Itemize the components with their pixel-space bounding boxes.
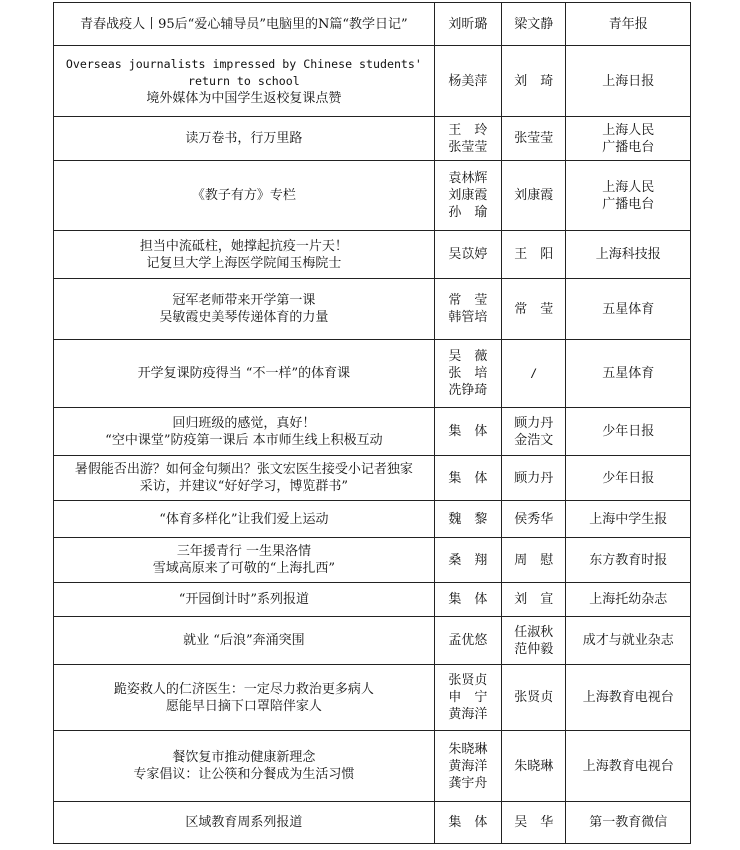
author-line: 吴苡婷 — [448, 247, 488, 262]
editor-line: 朱晓琳 — [514, 758, 554, 774]
editor-cell — [502, 456, 566, 501]
awards-table — [53, 2, 691, 844]
editor-line: 刘 宣 — [514, 592, 554, 607]
author-line: 韩管培 — [448, 310, 488, 325]
title-cell — [54, 583, 435, 617]
title-line: Overseas journalists impressed by Chinese students' — [65, 56, 422, 71]
publisher-cell — [566, 161, 691, 231]
author-line: 王 玲 — [448, 122, 488, 138]
title-cell — [54, 340, 435, 408]
table-body — [54, 3, 691, 844]
author-line: 张贤贞 — [448, 673, 488, 688]
editor-cell — [502, 340, 566, 408]
author-cell — [434, 501, 501, 538]
title-line: 愿能早日摘下口罩陪伴家人 — [165, 698, 322, 714]
publisher-line: 第一教育微信 — [589, 815, 668, 830]
title-cell — [54, 802, 435, 844]
editor-line: 顾力丹 — [514, 470, 554, 486]
author-line: 集 体 — [448, 592, 488, 607]
publisher-cell — [566, 46, 691, 117]
publisher-cell — [566, 3, 691, 46]
author-cell — [434, 665, 501, 731]
author-line: 龚宇舟 — [448, 775, 488, 791]
title-cell — [54, 161, 435, 231]
publisher-cell — [566, 456, 691, 501]
author-cell — [434, 3, 501, 46]
publisher-cell — [566, 117, 691, 161]
editor-cell — [502, 802, 566, 844]
author-cell — [434, 117, 501, 161]
author-cell — [434, 731, 501, 802]
publisher-line: 东方教育时报 — [589, 552, 668, 568]
author-line: 冼铮琦 — [448, 383, 488, 398]
author-line: 孟优悠 — [448, 633, 488, 648]
author-cell — [434, 279, 501, 340]
editor-line: 王 阳 — [514, 247, 554, 262]
table-row — [54, 161, 691, 231]
author-cell — [434, 340, 501, 408]
publisher-cell — [566, 665, 691, 731]
editor-cell — [502, 46, 566, 117]
title-line: “开园倒计时”系列报道 — [178, 592, 310, 607]
editor-cell — [502, 231, 566, 279]
title-line: 担当中流砥柱，她撑起抗疫一片天！ — [139, 238, 348, 254]
title-line: 读万卷书，行万里路 — [185, 131, 303, 146]
table-row — [54, 3, 691, 46]
editor-line: 刘康霞 — [514, 188, 554, 203]
title-line: “体育多样化”让我们爱上运动 — [159, 511, 329, 527]
editor-cell — [502, 665, 566, 731]
title-cell — [54, 231, 435, 279]
table-row — [54, 456, 691, 501]
title-line: 青春战疫人丨95后“爱心辅导员”电脑里的N篇“教学日记” — [80, 16, 408, 32]
editor-cell — [502, 538, 566, 583]
publisher-line: 上海教育电视台 — [582, 758, 674, 774]
title-line: 区域教育周系列报道 — [185, 815, 303, 830]
author-line: 吴 薇 — [448, 349, 488, 364]
editor-line: 金浩文 — [514, 432, 554, 448]
author-line: 常 莹 — [448, 293, 488, 308]
title-line: 餐饮复市推动健康新理念 — [172, 750, 316, 765]
table-row — [54, 117, 691, 161]
editor-line: 吴 华 — [514, 815, 554, 830]
author-line: 黄海洋 — [448, 707, 488, 722]
title-cell — [54, 117, 435, 161]
title-cell — [54, 665, 435, 731]
table-row — [54, 617, 691, 665]
publisher-line: 少年日报 — [602, 424, 655, 439]
publisher-cell — [566, 583, 691, 617]
publisher-line: 青年报 — [608, 16, 648, 32]
author-line: 黄海洋 — [448, 758, 488, 774]
author-cell — [434, 583, 501, 617]
editor-line: 常 莹 — [514, 301, 554, 317]
title-line: “空中课堂”防疫第一课后 本市师生线上积极互动 — [105, 432, 383, 448]
table-row — [54, 231, 691, 279]
editor-cell — [502, 161, 566, 231]
title-line: 吴敏霞史美琴传递体育的力量 — [159, 310, 329, 325]
publisher-line: 上海中学生报 — [589, 511, 668, 527]
editor-cell — [502, 583, 566, 617]
publisher-cell — [566, 279, 691, 340]
title-line: return to school — [188, 73, 300, 88]
title-line: 《教子有方》专栏 — [191, 188, 296, 203]
editor-cell — [502, 617, 566, 665]
author-line: 张 培 — [448, 366, 488, 381]
title-line: 跪姿救人的仁济医生：一定尽力救治更多病人 — [113, 681, 374, 697]
title-line: 境外媒体为中国学生返校复课点赞 — [146, 90, 342, 106]
author-cell — [434, 802, 501, 844]
publisher-line: 广播电台 — [602, 139, 655, 155]
editor-line: 范仲毅 — [514, 641, 554, 657]
editor-cell — [502, 117, 566, 161]
publisher-line: 上海教育电视台 — [582, 690, 674, 705]
table-row — [54, 731, 691, 802]
author-cell — [434, 617, 501, 665]
editor-line: 梁文静 — [514, 16, 554, 32]
publisher-line: 五星体育 — [602, 366, 655, 381]
author-cell — [434, 408, 501, 456]
author-line: 申 宁 — [448, 690, 488, 705]
publisher-line: 上海人民 — [602, 122, 655, 138]
table-row — [54, 279, 691, 340]
title-cell — [54, 617, 435, 665]
author-line: 杨美萍 — [448, 73, 488, 89]
publisher-cell — [566, 617, 691, 665]
editor-cell — [502, 3, 566, 46]
publisher-cell — [566, 538, 691, 583]
editor-line: 刘 琦 — [514, 73, 554, 89]
table-row — [54, 538, 691, 583]
table-row — [54, 583, 691, 617]
table-row — [54, 665, 691, 731]
title-line: 雪域高原来了可敬的“上海扎西” — [152, 561, 336, 576]
editor-line: 顾力丹 — [514, 415, 554, 431]
editor-line: / — [530, 366, 538, 380]
author-line: 集 体 — [448, 424, 488, 439]
editor-line: 张莹莹 — [514, 131, 554, 146]
publisher-line: 广播电台 — [602, 196, 655, 212]
table-row — [54, 340, 691, 408]
table-row — [54, 501, 691, 538]
title-cell — [54, 46, 435, 117]
publisher-line: 上海人民 — [602, 179, 655, 195]
author-cell — [434, 46, 501, 117]
publisher-cell — [566, 501, 691, 538]
title-line: 三年援青行 一生果洛情 — [176, 544, 311, 559]
publisher-line: 少年日报 — [602, 470, 655, 486]
editor-cell — [502, 731, 566, 802]
title-line: 专家倡议：让公筷和分餐成为生活习惯 — [133, 767, 355, 782]
author-cell — [434, 161, 501, 231]
title-line: 回归班级的感觉，真好！ — [172, 415, 316, 431]
publisher-line: 上海日报 — [602, 73, 655, 89]
title-cell — [54, 538, 435, 583]
editor-line: 周 慰 — [514, 552, 554, 568]
title-line: 采访，并建议“好好学习，博览群书” — [139, 479, 349, 494]
editor-cell — [502, 501, 566, 538]
title-cell — [54, 408, 435, 456]
title-line: 开学复课防疫得当 “不一样”的体育课 — [137, 366, 351, 381]
title-cell — [54, 731, 435, 802]
table-row — [54, 408, 691, 456]
title-line: 记复旦大学上海医学院闻玉梅院士 — [146, 255, 342, 271]
title-line: 冠军老师带来开学第一课 — [172, 293, 316, 308]
editor-line: 任淑秋 — [514, 624, 554, 640]
author-line: 魏 黎 — [448, 511, 488, 527]
title-cell — [54, 501, 435, 538]
author-line: 朱晓琳 — [448, 741, 488, 757]
editor-line: 张贤贞 — [514, 690, 554, 705]
title-cell — [54, 3, 435, 46]
editor-cell — [502, 408, 566, 456]
publisher-cell — [566, 408, 691, 456]
publisher-line: 成才与就业杂志 — [582, 633, 674, 648]
title-cell — [54, 279, 435, 340]
title-cell — [54, 456, 435, 501]
author-cell — [434, 538, 501, 583]
author-line: 集 体 — [448, 470, 488, 486]
editor-cell — [502, 279, 566, 340]
publisher-cell — [566, 731, 691, 802]
publisher-line: 五星体育 — [602, 301, 655, 317]
publisher-line: 上海托幼杂志 — [589, 592, 668, 607]
author-line: 孙 瑜 — [448, 205, 488, 220]
author-cell — [434, 231, 501, 279]
table-row — [54, 802, 691, 844]
author-line: 集 体 — [448, 815, 488, 830]
author-line: 刘康霞 — [448, 188, 488, 203]
author-line: 袁林辉 — [448, 171, 488, 186]
title-line: 暑假能否出游？如何金句频出？张文宏医生接受小记者独家 — [74, 462, 413, 477]
publisher-cell — [566, 340, 691, 408]
author-line: 桑 翔 — [448, 552, 488, 568]
publisher-cell — [566, 231, 691, 279]
title-line: 就业 “后浪”奔涌突围 — [183, 633, 305, 648]
author-line: 刘昕璐 — [448, 16, 488, 32]
publisher-line: 上海科技报 — [595, 247, 661, 262]
publisher-cell — [566, 802, 691, 844]
author-cell — [434, 456, 501, 501]
table-row — [54, 46, 691, 117]
author-line: 张莹莹 — [448, 139, 488, 155]
editor-line: 侯秀华 — [514, 511, 554, 527]
